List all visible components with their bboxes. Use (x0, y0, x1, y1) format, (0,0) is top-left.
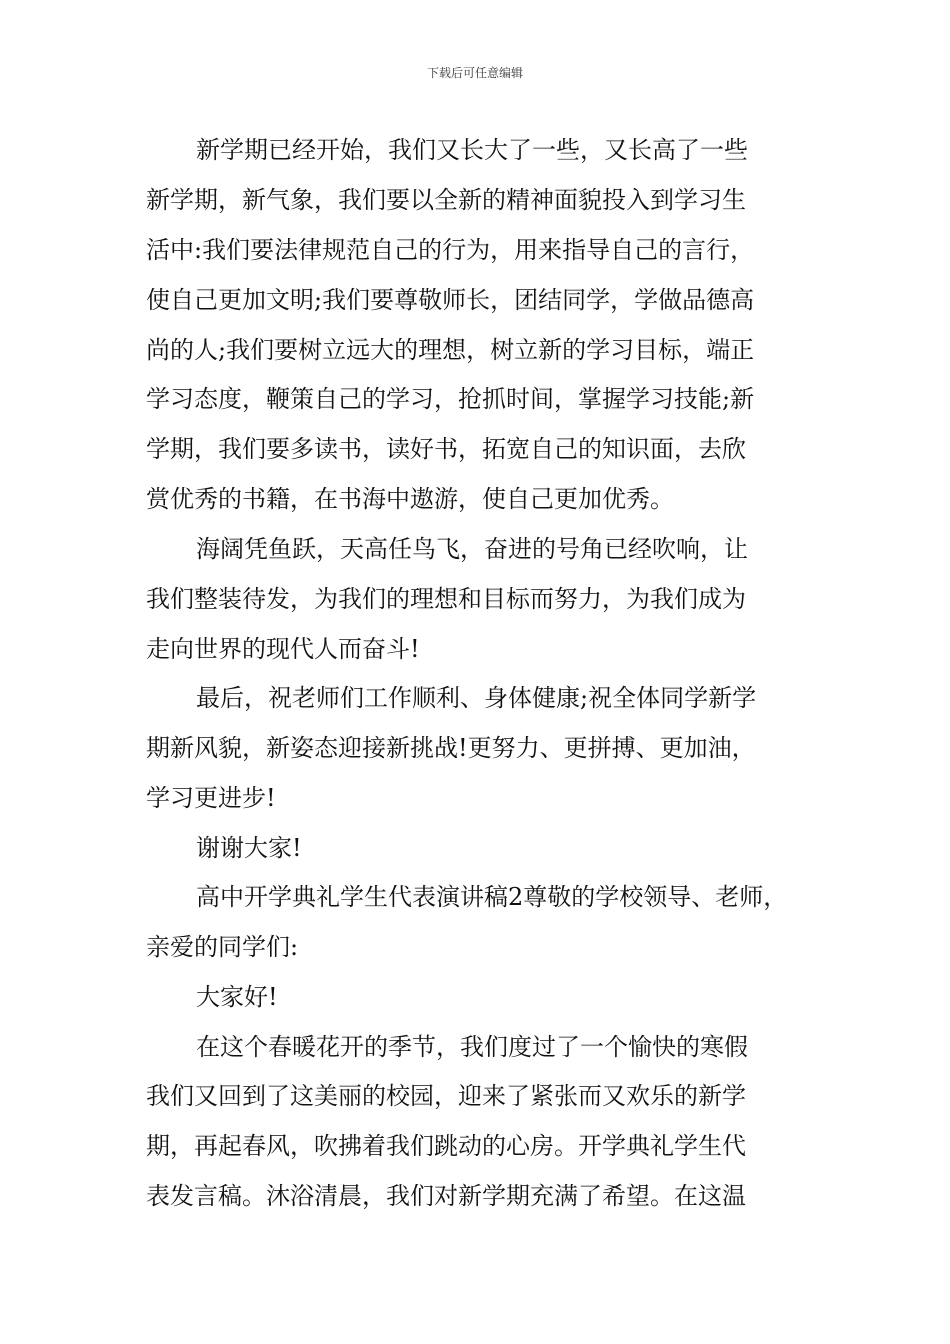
text-line: 走向世界的现代人而奋斗! (146, 635, 420, 663)
text-line: 我们整装待发，为我们的理想和目标而努力，为我们成为 (146, 585, 746, 613)
text-line: 最后，祝老师们工作顺利、身体健康;祝全体同学新学 (196, 684, 757, 712)
text-line: 学习更进步! (146, 784, 276, 812)
text-line: 海阔凭鱼跃，天高任鸟飞，奋进的号角已经吹响，让 (196, 535, 748, 563)
text-line: 尚的人;我们要树立远大的理想，树立新的学习目标，端正 (146, 336, 755, 364)
text-line: 期新风貌，新姿态迎接新挑战!更努力、更拼搏、更加油， (146, 734, 756, 762)
text-line: 大家好! (196, 983, 278, 1011)
text-line: 期，再起春风，吹拂着我们跳动的心房。开学典礼学生代 (146, 1132, 746, 1160)
text-line: 学期，我们要多读书，读好书，拓宽自己的知识面，去欣 (146, 435, 746, 463)
text-line: 我们又回到了这美丽的校园，迎来了紧张而又欢乐的新学 (146, 1082, 746, 1110)
page-header: 下载后可任意编辑 (426, 66, 523, 80)
text-line: 高中开学典礼学生代表演讲稿2尊敬的学校领导、老师， (196, 883, 788, 911)
text-line: 谢谢大家! (196, 834, 302, 862)
text-line: 活中:我们要法律规范自己的行为，用来指导自己的言行， (146, 236, 755, 264)
text-line: 使自己更加文明;我们要尊敬师长，团结同学，学做品德高 (146, 286, 755, 314)
text-line: 新学期已经开始，我们又长大了一些，又长高了一些 (196, 136, 748, 164)
text-line: 赏优秀的书籍，在书海中遨游，使自己更加优秀。 (146, 485, 674, 513)
text-line: 表发言稿。沐浴清晨，我们对新学期充满了希望。在这温 (146, 1182, 746, 1210)
text-line: 新学期，新气象，我们要以全新的精神面貌投入到学习生 (146, 186, 746, 214)
text-line: 学习态度，鞭策自己的学习，抢抓时间，掌握学习技能;新 (146, 385, 755, 413)
text-line: 亲爱的同学们: (146, 933, 299, 961)
text-line: 在这个春暖花开的季节，我们度过了一个愉快的寒假 (196, 1033, 748, 1061)
